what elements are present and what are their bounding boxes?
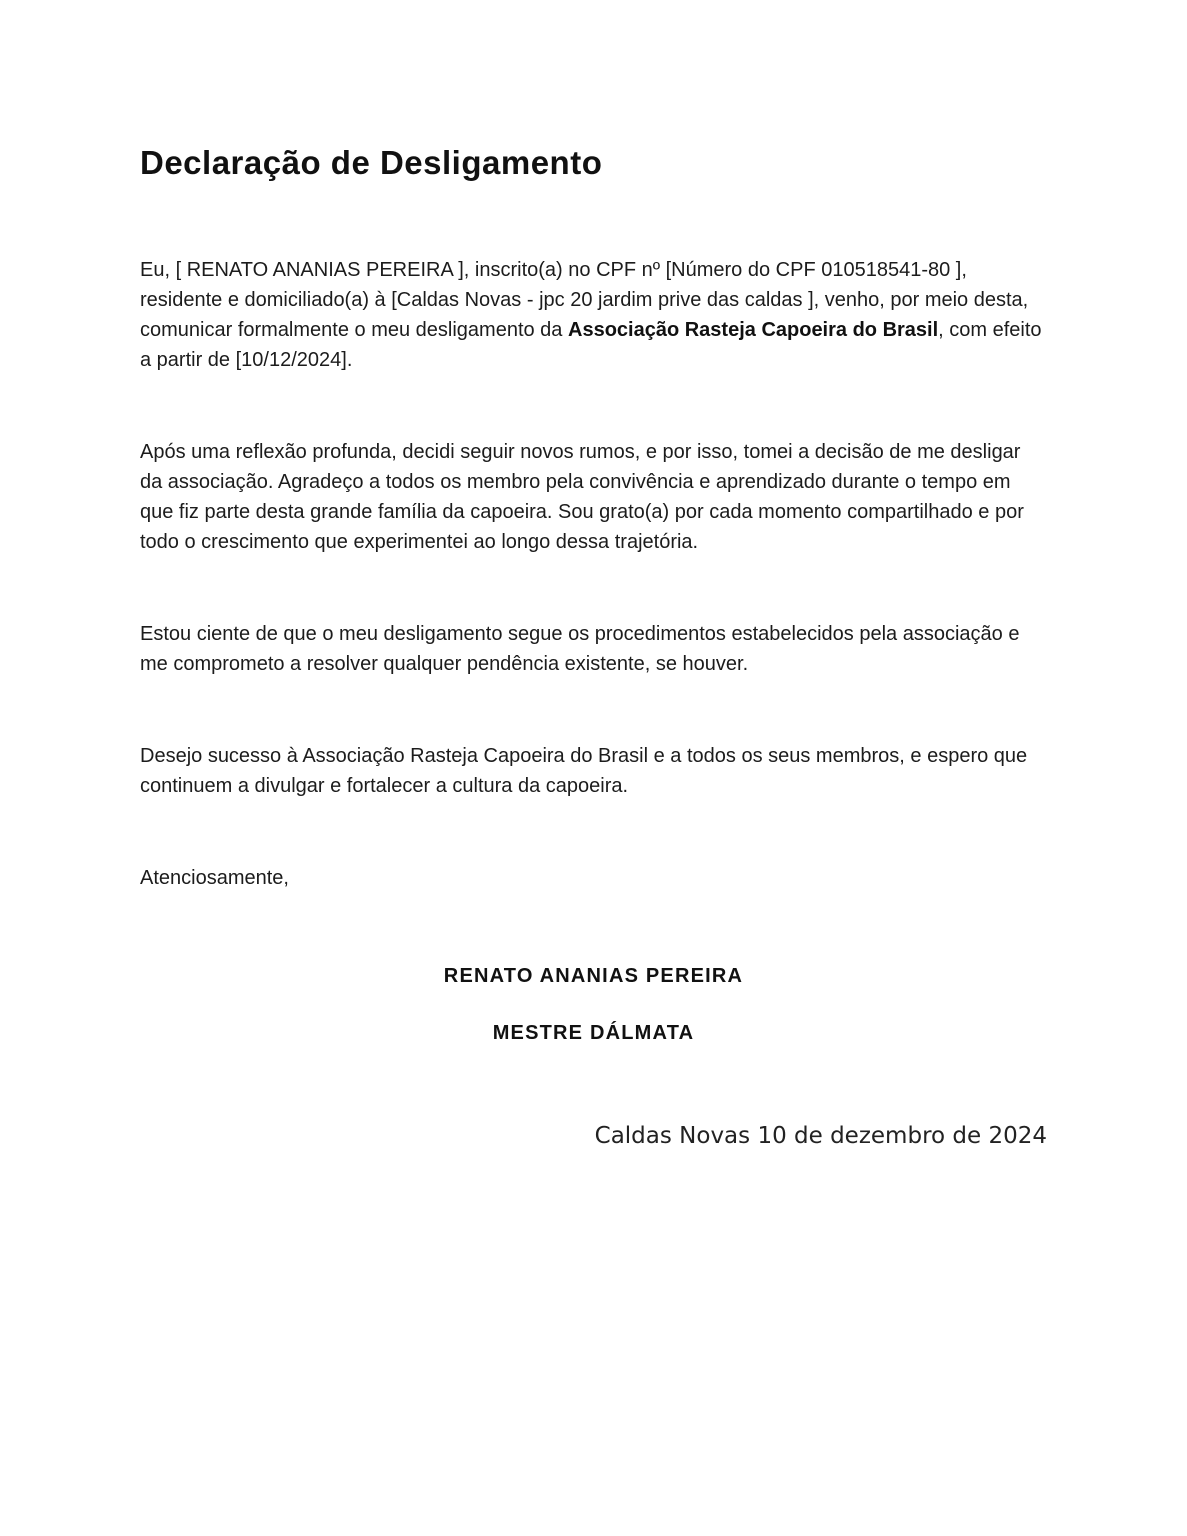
intro-text-before-bold: Eu, [ RENATO ANANIAS PEREIRA ], inscrito(a) no CPF nº [Número do CPF 010518541-80 ], residente e domiciliado(a) à [Caldas Novas - jpc 20 jardim prive das caldas ], venho, por meio desta, comunicar formalmente o meu desligamento da [140,259,1029,341]
date-line: Caldas Novas 10 de dezembro de 2024 [594,1123,1047,1149]
document-title: Declaração de Desligamento [140,144,603,181]
signature-title: MESTRE DÁLMATA [492,1022,695,1044]
paragraph-wishes: Desejo sucesso à Associação Rasteja Capoeira do Brasil e a todos os seus membros, e espero que continuem a divulgar e fortalecer a cultura da capoeira. [140,745,1028,797]
association-name-bold: Associação Rasteja Capoeira do Brasil [568,319,939,341]
paragraph-reflection: Após uma reflexão profunda, decidi seguir novos rumos, e por isso, tomei a decisão de me desligar da associação. Agradeço a todos os membro pela convivência e aprendizado durante o tempo em que fiz parte desta grande família da capoeira. Sou grato(a) por cada momento compartilhado e por todo o crescimento que experimentei ao longo dessa trajetória. [140,441,1024,553]
intro-text-after-bold: , com efeito a partir de [10/12/2024]. [140,319,1042,371]
paragraph-intro [140,255,1047,375]
paragraph-procedures: Estou ciente de que o meu desligamento segue os procedimentos estabelecidos pela associação e me comprometo a resolver qualquer pendência existente, se houver. [140,623,1020,675]
closing-salutation: Atenciosamente, [140,867,289,889]
signature-name: RENATO ANANIAS PEREIRA [443,965,744,987]
